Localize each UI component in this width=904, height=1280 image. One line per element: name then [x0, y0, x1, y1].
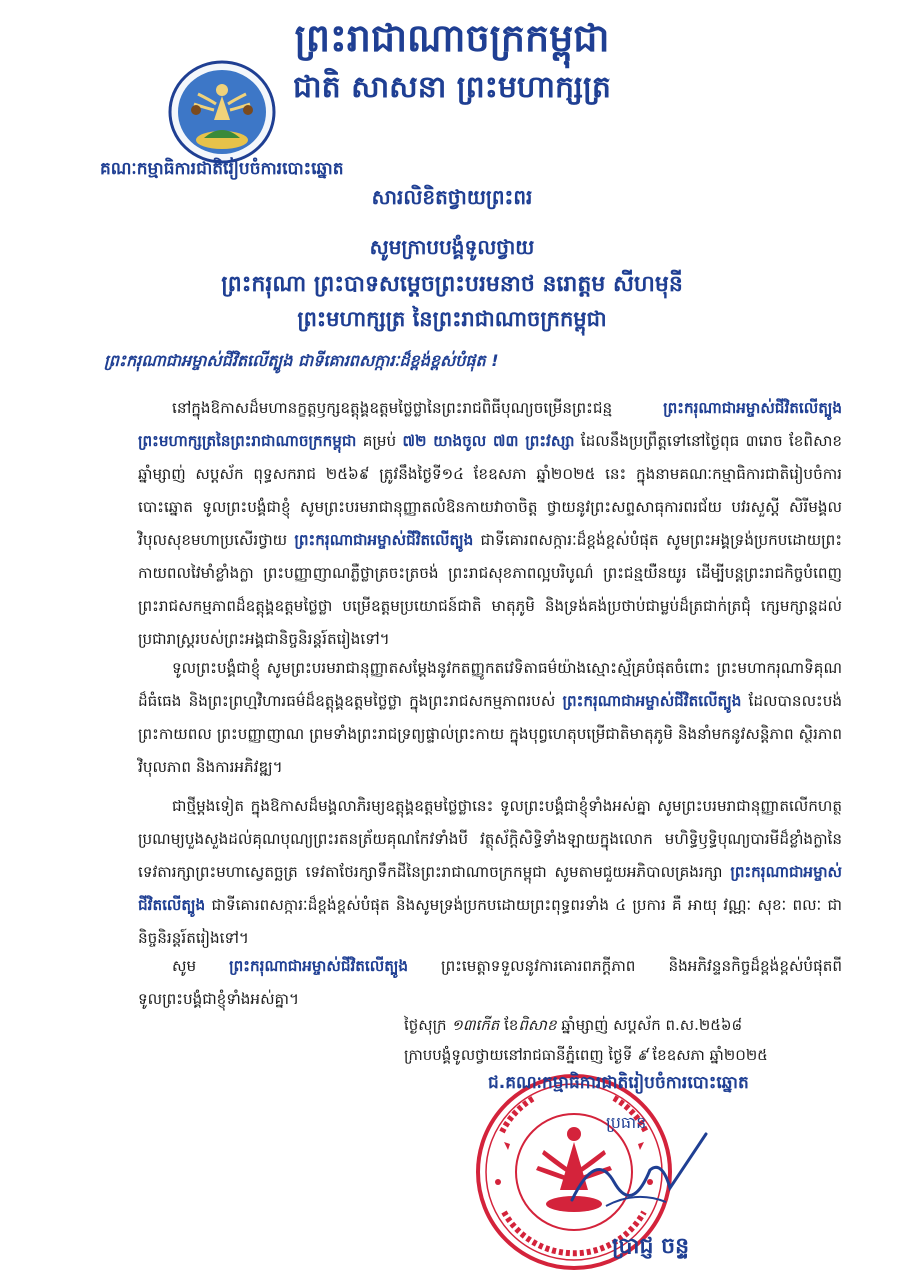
emphasis-text: ៧២ យាងចូល ៧៣ ព្រះវស្សា: [402, 432, 575, 450]
paragraph-text: គម្រប់: [356, 432, 403, 450]
solar-date-suffix: ខែឧសភា ឆ្នាំ២០២៥: [652, 1046, 768, 1064]
handwritten-signature: [566, 1130, 716, 1220]
address-line-3: ព្រះមហាក្សត្រ នៃព្រះរាជាណាចក្រកម្ពុជា: [297, 307, 607, 331]
lunar-day-handwritten: ១៣កើត: [451, 1016, 500, 1034]
paragraph-text: ជាទីគោរពសក្ការៈដ៏ខ្ពង់ខ្ពស់បំផុត សូមព្រះអង្គទ្រង់ប្រកបដោយព្រះកាយពលវៃមាំខ្លាំងក្លា ព្រះបញ្ញាញាណភ្លឺថ្លាត្រចះត្រចង់ ព្រះរាជសុខភាពល្អបរិបូណ៌ ព្រះជន្មយឺនយូរ ដើម្បីបន្តព្រះរាជកិច្ចបំពេញព្រះរាជសកម្មភាពដ៏ឧត្តុង្គឧត្តមថ្លៃថ្លា បម្រើឧត្តមប្រយោជន៍ជាតិ មាតុភូមិ និងទ្រង់គង់ប្រថាប់ជាម្លប់ដ៏ត្រជាក់ត្រជុំ ក្សេមក្សាន្តដល់ប្រជារាស្ត្ររបស់ព្រះអង្គជានិច្ចនិរន្តរ៍តរៀងទៅ។: [138, 531, 842, 648]
committee-name: គណៈកម្មាធិការជាតិរៀបចំការបោះឆ្នោត: [100, 159, 344, 179]
signatory-organization: ជ.គណៈកម្មាធិការជាតិរៀបចំការបោះឆ្នោត: [488, 1073, 749, 1093]
solar-day-handwritten: ៩: [637, 1046, 648, 1064]
paragraph-text: ដែលបានលះបង់ព្រះកាយពល ព្រះបញ្ញាញាណ ព្រមទាំងព្រះរាជទ្រព្យផ្ទាល់ព្រះកាយ ក្នុងបុព្វហេតុបម្រើជាតិមាតុភូមិ និងនាំមកនូវសន្តិភាព ស្ថិរភាព វិបុលភាព និងការអភិវឌ្ឍ។: [138, 692, 842, 776]
body-paragraph-4: [138, 950, 842, 1016]
solar-date-prefix: ក្រាបបង្គំទូលថ្វាយនៅរាជធានីភ្នំពេញ ថ្ងៃទី: [404, 1046, 633, 1064]
signatory-role: ប្រធាន: [606, 1113, 647, 1132]
lunar-date-prefix: ថ្ងៃសុក្រ: [404, 1016, 447, 1034]
national-motto: ជាតិ សាសនា ព្រះមហាក្សត្រ: [293, 70, 611, 105]
address-line-2: ព្រះករុណា ព្រះបាទសម្តេចព្រះបរមនាថ នរោត្តម សីហមុនី: [221, 272, 683, 297]
paragraph-text: ដែលនឹងប្រព្រឹត្តទៅនៅថ្ងៃពុធ ៣រោច ខែពិសាខ ឆ្នាំម្សាញ់ សប្តស័ក ពុទ្ធសករាជ ២៥៦៩ ត្រូវនឹងថ្ងៃទី១៤ ខែឧសភា ឆ្នាំ២០២៥ នេះ ក្នុងនាមគណៈកម្មាធិការជាតិរៀបចំការបោះឆ្នោត ទូលព្រះបង្គំជាខ្ញុំ សូមព្រះបរមរាជានុញ្ញាតលំឱនកាយវាចាចិត្ត ថ្វាយនូវព្រះសព្ទសាធុការពរជ័យ បវរសួស្តី សិរីមង្គល វិបុលសុខមហាប្រសើរថ្វាយ: [138, 432, 842, 549]
lunar-month-label: ខែ: [504, 1016, 519, 1034]
paragraph-text: ជាថ្មីម្តងទៀត ក្នុងឱកាសដ៏មង្គលាភិរម្យឧត្តុង្គឧត្តមថ្លៃថ្លានេះ ទូលព្រះបង្គំជាខ្ញុំទាំងអស់គ្នា សូមព្រះបរមរាជានុញ្ញាតលើកហត្ថប្រណម្យបួងសួងដល់គុណបុណ្យព្រះរតនត្រ័យគុណកែវទាំងបី វត្ថុស័ក្តិសិទ្ធិទាំងឡាយក្នុងលោក មហិទ្ធិឫទ្ធិបុណ្យបារមីដ៏ខ្លាំងក្លានៃទេវតារក្សាព្រះមហាស្វេតច្ឆត្រ ទេវតាថែរក្សាទឹកដីនៃព្រះរាជាណាចក្រកម្ពុជា សូមតាមជួយអភិបាលគ្រងរក្សា: [138, 797, 842, 881]
body-paragraph-3: [138, 790, 842, 955]
paragraph-text: ព្រះមេត្តាទទួលនូវការគោរពភក្តីភាព និងអភិវន្ទនកិច្ចដ៏ខ្ពង់ខ្ពស់បំផុតពីទូលព្រះបង្គំជាខ្ញុំទាំងអស់គ្នា។: [138, 957, 842, 1008]
emphasis-text: ព្រះករុណាជាអម្ចាស់ជីវិតលើត្បូង: [138, 863, 842, 914]
emphasis-text: ព្រះករុណាជាអម្ចាស់ជីវិតលើត្បូង: [562, 692, 742, 710]
emphasis-text: ព្រះករុណាជាអម្ចាស់ជីវិតលើត្បូង: [294, 531, 474, 549]
paragraph-text: ទូលព្រះបង្គំជាខ្ញុំ សូមព្រះបរមរាជានុញ្ញាតសម្តែងនូវកតញ្ញូកតវេទិតាធម៌យ៉ាងស្មោះស្ម័គ្របំផុតចំពោះ ព្រះមហាករុណាទិគុណដ៏ធំធេង និងព្រះព្រហ្មវិហារធម៌ដ៏ឧត្តុង្គឧត្តមថ្លៃថ្លា ក្នុងព្រះរាជសកម្មភាពរបស់: [138, 659, 842, 710]
paragraph-text: ជាទីគោរពសក្ការៈដ៏ខ្ពង់ខ្ពស់បំផុត និងសូមទ្រង់ប្រកបដោយព្រះពុទ្ធពរទាំង ៤ ប្រការ គឺ អាយុ វណ្ណៈ សុខៈ ពលៈ ជានិច្ចនិរន្តរ៍តរៀងទៅ។: [138, 896, 842, 947]
document-title: សារលិខិតថ្វាយព្រះពរ: [371, 185, 533, 209]
nec-emblem-logo: [168, 60, 276, 164]
lunar-date-suffix: ឆ្នាំម្សាញ់ សប្តស័ក ព.ស.២៥៦៨: [561, 1016, 743, 1034]
lunar-date-line: [404, 1010, 884, 1040]
signatory-name: ប្រាជ្ញ ចន្ទ: [612, 1234, 690, 1259]
salutation: ព្រះករុណាជាអម្ចាស់ជីវិតលើត្បូង ជាទីគោរពសក្ការៈដ៏ខ្ពង់ខ្ពស់បំផុត !: [104, 351, 499, 370]
lunar-month-handwritten: ពិសាខ: [518, 1016, 557, 1034]
paragraph-text: សូម: [172, 957, 230, 975]
emphasis-text: ព្រះករុណាជាអម្ចាស់ជីវិតលើត្បូង: [229, 957, 409, 975]
emphasis-text: ព្រះករុណាជាអម្ចាស់ជីវិតលើត្បូង ព្រះមហាក្សត្រនៃព្រះរាជាណាចក្រកម្ពុជា: [138, 399, 842, 450]
paragraph-text: នៅក្នុងឱកាសដ៏មហានក្ខត្តឫក្សឧត្តុង្គឧត្តមថ្លៃថ្លានៃព្រះរាជពិធីបុណ្យចម្រើនព្រះជន្ម: [172, 399, 664, 417]
address-line-1: សូមក្រាបបង្គំទូលថ្វាយ: [369, 235, 535, 259]
body-paragraph-1: [138, 392, 842, 656]
solar-date-line: [404, 1040, 884, 1070]
kingdom-heading: ព្រះរាជាណាចក្រកម្ពុជា: [294, 16, 610, 60]
body-paragraph-2: [138, 652, 842, 784]
